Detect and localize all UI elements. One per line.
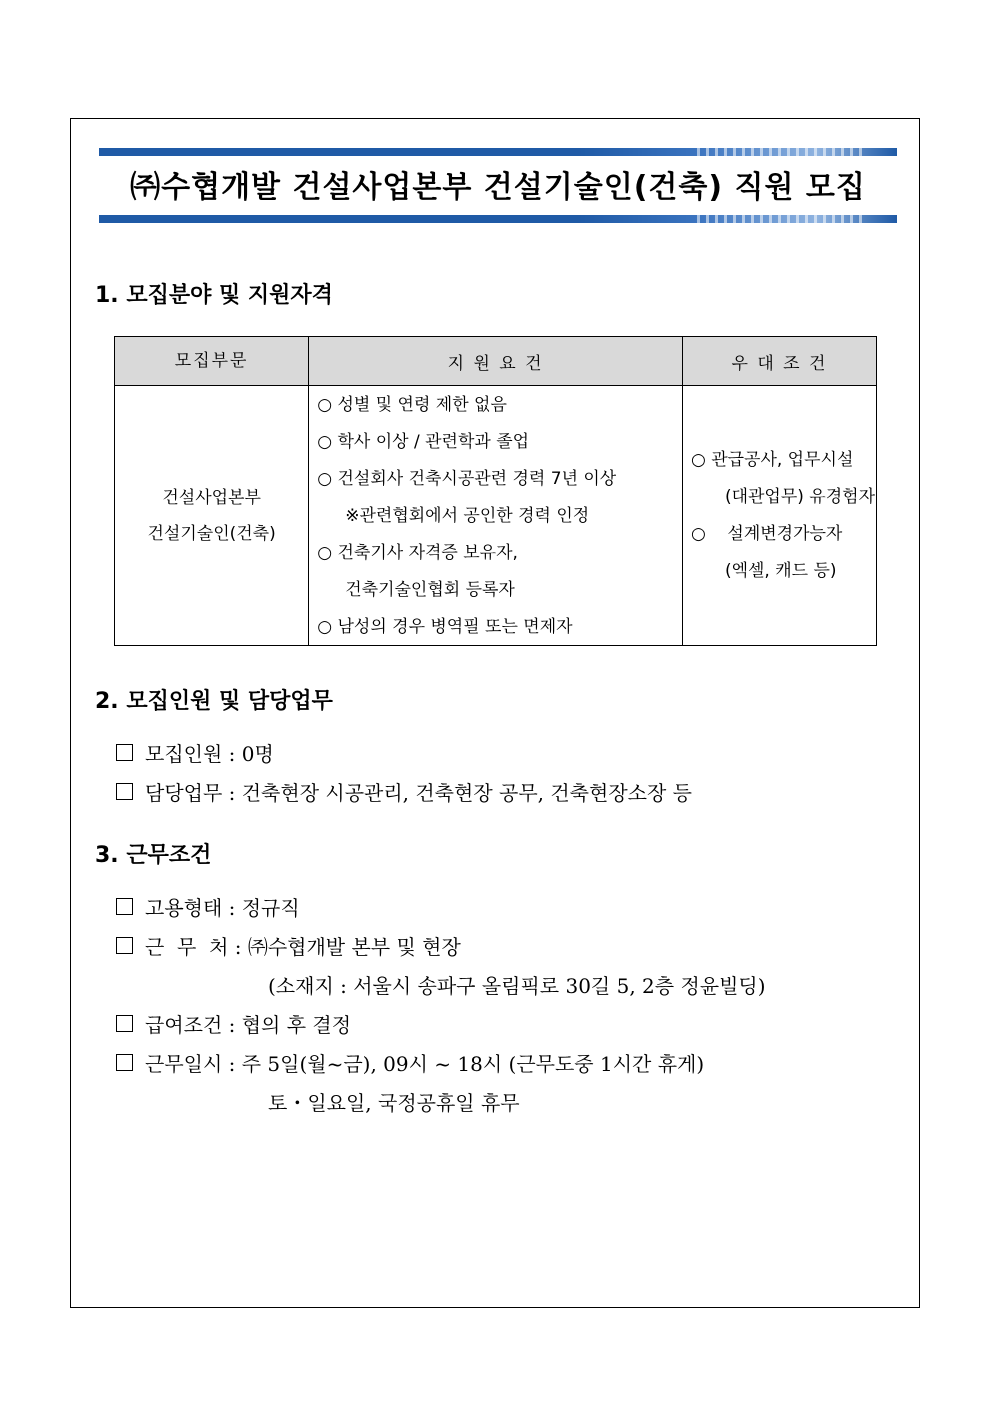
section-1-heading: 1. 모집분야 및 지원자격 bbox=[95, 283, 333, 308]
requirement-item: ○ 학사 이상 / 관련학과 졸업 bbox=[317, 431, 530, 452]
department-cell bbox=[115, 386, 309, 646]
checkbox-square-icon bbox=[116, 1054, 133, 1071]
preference-item: ○ 관급공사, 업무시설 bbox=[690, 450, 854, 470]
requirements-cell bbox=[309, 386, 683, 646]
list-item bbox=[116, 1009, 351, 1038]
location-detail: (소재지 : 서울시 송파구 올림픽로 30길 5, 2층 정윤빌딩) bbox=[268, 974, 766, 998]
list-item bbox=[116, 892, 300, 921]
list-item bbox=[116, 777, 692, 806]
requirements-table bbox=[114, 336, 877, 646]
requirement-note: ※관련협회에서 공인한 경력 인정 bbox=[345, 505, 590, 526]
section-3-heading: 3. 근무조건 bbox=[95, 843, 212, 868]
list-item bbox=[116, 931, 461, 960]
page-title: ㈜수협개발 건설사업본부 건설기술인(건축) 직원 모집 bbox=[130, 170, 866, 205]
table-header-row bbox=[115, 337, 877, 386]
title-bottom-bar bbox=[99, 215, 897, 223]
requirement-item: ○ 남성의 경우 병역필 또는 면제자 bbox=[317, 616, 573, 637]
header-department: 모집부문 bbox=[115, 337, 309, 386]
requirement-item: ○ 건축기사 자격증 보유자, bbox=[317, 542, 518, 563]
preference-item-continued: (대관업무) 유경험자 bbox=[724, 487, 875, 507]
requirement-item: ○ 성별 및 연령 제한 없음 bbox=[317, 394, 507, 415]
list-item-text: 모집인원 : 0명 bbox=[145, 742, 274, 766]
preference-item: ○ 설계변경가능자 bbox=[690, 524, 843, 544]
header-preferences: 우 대 조 건 bbox=[682, 337, 876, 386]
requirement-item-continued: 건축기술인협회 등록자 bbox=[345, 579, 515, 600]
checkbox-square-icon bbox=[116, 744, 133, 761]
checkbox-square-icon bbox=[116, 1015, 133, 1032]
checkbox-square-icon bbox=[116, 937, 133, 954]
department-line-2: 건설기술인(건축) bbox=[147, 523, 276, 544]
list-item-text: 고용형태 : 정규직 bbox=[145, 896, 300, 920]
list-item bbox=[116, 738, 274, 767]
list-item-text: 근 무 처 : ㈜수협개발 본부 및 현장 bbox=[145, 935, 461, 959]
title-top-bar bbox=[99, 148, 897, 156]
department-line-1: 건설사업본부 bbox=[162, 487, 261, 508]
list-item bbox=[116, 1048, 704, 1077]
preferences-cell bbox=[682, 386, 876, 646]
section-2-heading: 2. 모집인원 및 담당업무 bbox=[95, 689, 333, 714]
list-item-text: 담당업무 : 건축현장 시공관리, 건축현장 공무, 건축현장소장 등 bbox=[145, 781, 692, 805]
list-item-text: 근무일시 : 주 5일(월~금), 09시 ~ 18시 (근무도중 1시간 휴게) bbox=[145, 1052, 705, 1076]
list-item-text: 급여조건 : 협의 후 결정 bbox=[145, 1013, 352, 1037]
preference-item-continued: (엑셀, 캐드 등) bbox=[724, 561, 837, 581]
requirement-item: ○ 건설회사 건축시공관련 경력 7년 이상 bbox=[317, 468, 617, 489]
checkbox-square-icon bbox=[116, 783, 133, 800]
holiday-detail: 토・일요일, 국정공휴일 휴무 bbox=[268, 1091, 520, 1115]
header-requirements: 지 원 요 건 bbox=[309, 337, 683, 386]
table-row bbox=[115, 386, 877, 646]
checkbox-square-icon bbox=[116, 898, 133, 915]
